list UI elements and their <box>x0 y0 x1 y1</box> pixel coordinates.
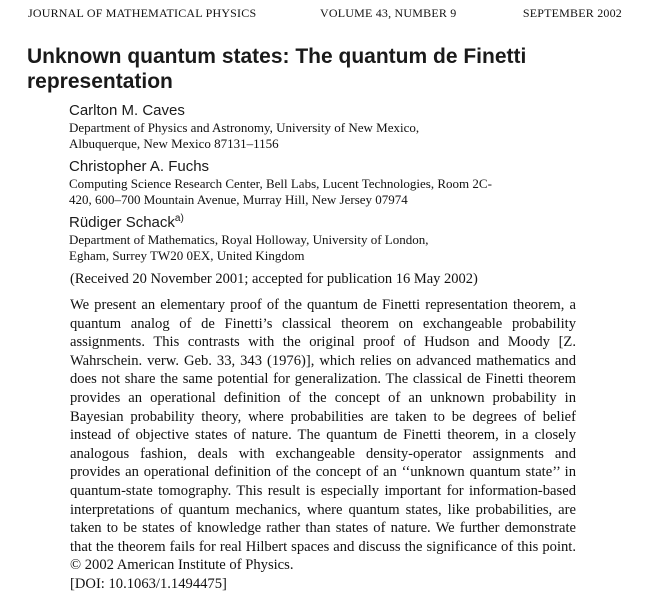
author-affiliation: Computing Science Research Center, Bell Labs, Lucent Technologies, Room 2C-420, 600–700 Mountain Avenue, Murray Hill, New Jersey 07974 <box>69 176 492 207</box>
author-block <box>69 214 629 264</box>
volume-number: VOLUME 43, NUMBER 9 <box>320 6 457 20</box>
doi: [DOI: 10.1063/1.1494475] <box>70 575 227 592</box>
received-dates: (Received 20 November 2001; accepted for publication 16 May 2002) <box>70 271 478 287</box>
running-head <box>28 6 622 22</box>
author-block <box>69 102 629 152</box>
author-name: Christopher A. Fuchs <box>69 158 210 175</box>
abstract <box>70 296 576 594</box>
author-affiliation: Department of Physics and Astronomy, University of New Mexico, Albuquerque, New Mexico 87131–1156 <box>69 120 420 151</box>
footnote-mark: a) <box>174 213 184 224</box>
author-block <box>69 158 629 208</box>
issue-date: SEPTEMBER 2002 <box>522 6 622 20</box>
author-name-with-footnote <box>69 214 629 232</box>
article-title: Unknown quantum states: The quantum de Finetti representation <box>27 45 527 93</box>
author-affiliation: Department of Mathematics, Royal Holloway, University of London, Egham, Surrey TW20 0EX, United Kingdom <box>69 232 429 263</box>
author-name: Rüdiger Schack <box>69 214 175 231</box>
author-name: Carlton M. Caves <box>69 102 185 119</box>
journal-name: JOURNAL OF MATHEMATICAL PHYSICS <box>28 6 257 20</box>
abstract-text: We present an elementary proof of the quantum de Finetti representation theorem, a quantum analog of de Finetti’s classical theorem on exchangeable probability assignments. This contrasts with the original proof of Hudson and Moody [Z. Wahrschein. verw. Geb. 33, 343 (1976)], which relies on advanced mathematics and does not share the same potential for generalization. The classical de Finetti theorem provides an operational definition of the concept of an unknown probability in Bayesian probability theory, where probabilities are taken to be degrees of belief instead of objective states of nature. The quantum de Finetti theorem, in a closely analogous fashion, deals with exchangeable density-operator assignments and provides an operational definition of the concept of an ‘‘unknown quantum state’’ in quantum-state tomography. This result is especially important for information-based interpretations of quantum mechanics, where quantum states, like probabilities, are taken to be states of knowledge rather than states of nature. We further demonstrate that the theorem fails for real Hilbert spaces and discuss the significance of this point. © 2002 American Institute of Physics. <box>70 297 576 574</box>
